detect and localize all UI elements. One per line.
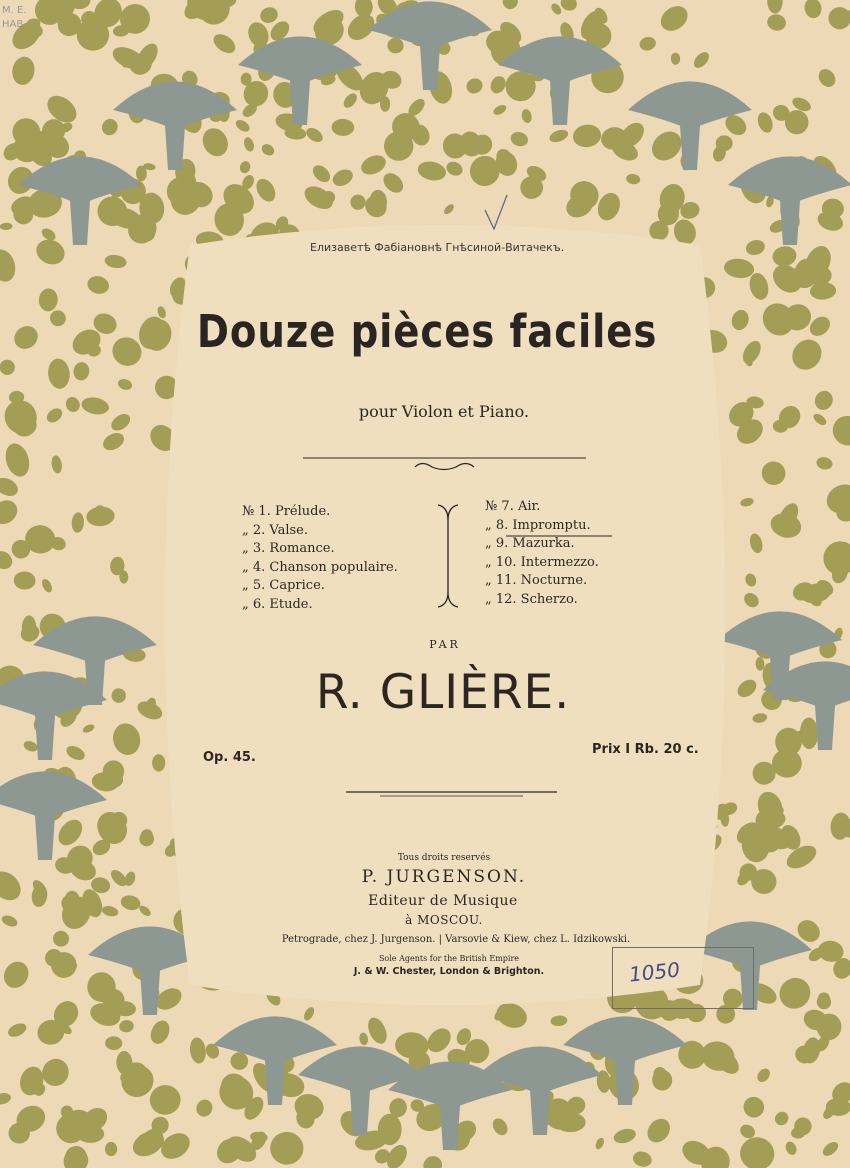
opus-number: Op. 45. (203, 750, 256, 765)
dedication: Елизаветѣ Фабіановнѣ Гнѣсиной-Витачекъ. (310, 241, 565, 254)
subtitle: pour Violon et Piano. (358, 402, 530, 421)
list-item: „ 8. Impromptu. (485, 517, 591, 533)
pieces-list-right (485, 498, 599, 610)
list-item: „ 11. Nocturne. (485, 573, 588, 589)
publisher-name: P. JURGENSON. (361, 867, 527, 887)
list-item: „ 5. Caprice. (242, 578, 325, 594)
list-item: № 1. Prélude. (242, 504, 331, 519)
price: Prix I Rb. 20 c. (592, 742, 699, 757)
branch-offices: Petrograde, chez J. Jurgenson. | Varsovie & Kiew, chez L. Idzikowski. (281, 934, 631, 945)
list-item: № 7. Air. (485, 499, 541, 514)
list-item: „ 4. Chanson populaire. (242, 559, 398, 575)
list-item: „ 3. Romance. (242, 541, 335, 557)
page-title: Douze pièces faciles (196, 305, 658, 358)
ornament-flourish (415, 464, 474, 470)
list-item: „ 10. Intermezzo. (485, 554, 599, 570)
publisher-role: Editeur de Musique (368, 893, 518, 909)
list-item: „ 2. Valse. (242, 522, 309, 538)
composer-name: R. GLIÈRE. (315, 665, 571, 720)
rights-notice: Tous droits reservés (397, 853, 491, 863)
stamp-number: 1050 (627, 957, 682, 987)
pieces-list-left (242, 503, 398, 615)
list-bracket (438, 505, 458, 607)
agents-names: J. & W. Chester, London & Brighton. (353, 966, 545, 977)
list-item: „ 12. Scherzo. (485, 591, 578, 607)
corner-ink-mark: М. Е. НАВ (2, 5, 27, 30)
list-item: „ 9. Mazurka. (485, 536, 575, 552)
publisher-city: à MOSCOU. (405, 913, 483, 927)
library-stamp (612, 947, 754, 1009)
pencil-check-mark (485, 195, 507, 229)
list-item: „ 6. Etude. (242, 596, 313, 612)
agents-label: Sole Agents for the British Empire (378, 954, 520, 963)
par-label: PAR (429, 638, 461, 651)
